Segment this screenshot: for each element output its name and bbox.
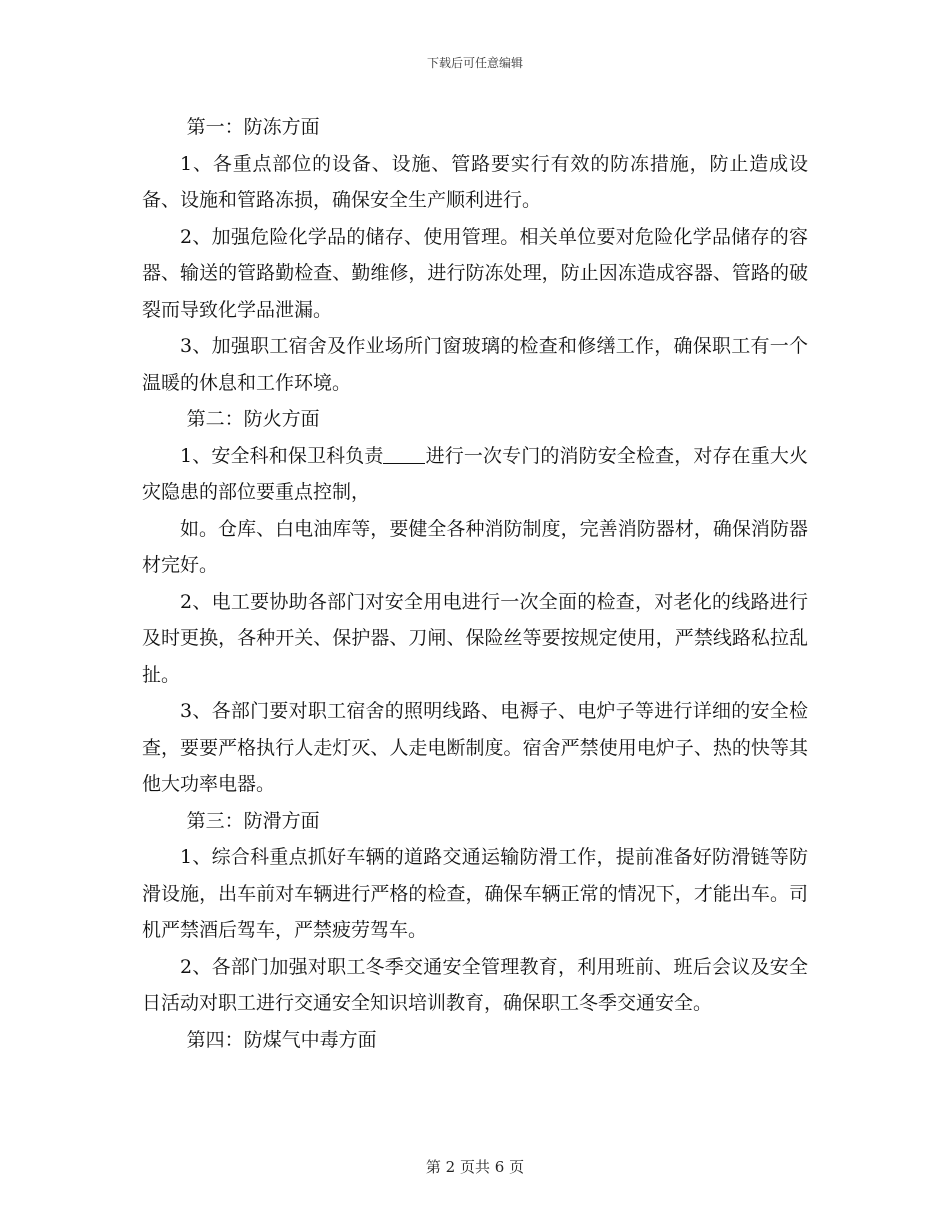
paragraph: 2、电工要协助各部门对安全用电进行一次全面的检查，对老化的线路进行及时更换，各种开关、保护器、刀闸、保险丝等要按规定使用，严禁线路私拉乱扯。: [142, 590, 808, 686]
section-heading-gas-poisoning: 第四：防煤气中毒方面: [186, 1028, 377, 1051]
paragraph: 2、加强危险化学品的储存、使用管理。相关单位要对危险化学品储存的容器、输送的管路勤检查、勤维修，进行防冻处理，防止因冻造成容器、管路的破裂而导致化学品泄漏。: [142, 225, 808, 321]
fill-in-blank: [383, 444, 425, 464]
section-heading-antislip: 第三：防滑方面: [186, 809, 320, 832]
page-footer: 第 2 页共 6 页: [425, 1158, 525, 1176]
section-heading-antifreeze: 第一：防冻方面: [186, 116, 320, 138]
paragraph: 1、综合科重点抓好车辆的道路交通运输防滑工作，提前准备好防滑链等防滑设施，出车前对车辆进行严格的检查，确保车辆正常的情况下，才能出车。司机严禁酒后驾车，严禁疲劳驾车。: [142, 846, 808, 941]
paragraph: 1、各重点部位的设备、设施、管路要实行有效的防冻措施，防止造成设备、设施和管路冻损，确保安全生产顺利进行。: [142, 152, 808, 211]
paragraph-text-after-blank: 进行一次专门的消防安全检查，对存在重大火灾隐患的部位要重点控制，: [142, 444, 808, 503]
paragraph-text-before-blank: 1、安全科和保卫科负责: [180, 444, 384, 467]
section-heading-fire: 第二：防火方面: [186, 408, 320, 430]
paragraph: 3、各部门要对职工宿舍的照明线路、电褥子、电炉子等进行详细的安全检查，要要严格执行人走灯灭、人走电断制度。宿舍严禁使用电炉子、热的快等其他大功率电器。: [142, 700, 808, 795]
page-header: 下载后可任意编辑: [426, 56, 523, 70]
paragraph: 如。仓库、白电油库等，要健全各种消防制度，完善消防器材，确保消防器材完好。: [142, 517, 808, 576]
paragraph: 2、各部门加强对职工冬季交通安全管理教育，利用班前、班后会议及安全日活动对职工进行交通安全知识培训教育，确保职工冬季交通安全。: [142, 955, 808, 1014]
document-body: [142, 109, 808, 1058]
paragraph: 3、加强职工宿舍及作业场所门窗玻璃的检查和修缮工作，确保职工有一个温暖的休息和工作环境。: [142, 335, 808, 394]
paragraph: [142, 438, 808, 511]
